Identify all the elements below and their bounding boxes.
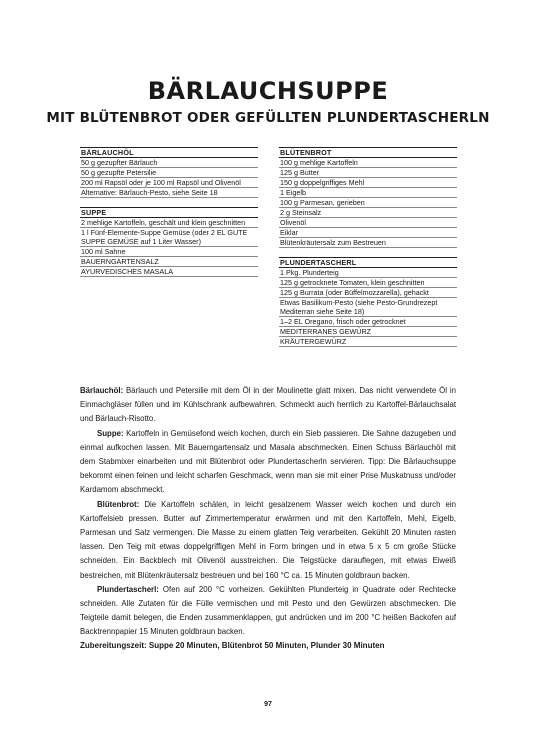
instruction-text: Bärlauch und Petersilie mit dem Öl in der Moulinette glatt mixen. Das nicht verwendete Öl in Einmachgläser füllen und im Kühlschrank aufbewahren. Schmeckt auch herrlich zu Kartoffel-Bärlauchsalat und Bärlauch-Risotto.: [80, 386, 456, 424]
ingredient-group-suppe: [80, 207, 258, 277]
instruction-lead: Bärlauchöl:: [80, 386, 124, 395]
ingredient-item: 1 Pkg. Plunderteig: [279, 268, 457, 278]
ingredient-group-heading: BÄRLAUCHÖL: [80, 147, 258, 158]
ingredient-item: MEDITERRANES GEWÜRZ: [279, 327, 457, 337]
ingredient-group-heading: PLUNDERTASCHERL: [279, 257, 457, 268]
ingredient-group-heading: SUPPE: [80, 207, 258, 218]
instruction-lead: Blütenbrot:: [97, 499, 140, 509]
ingredient-item: 1 Eigelb: [279, 188, 457, 198]
ingredient-item: BAUERNGARTENSALZ: [80, 257, 258, 267]
ingredient-group-baerlauchoel: [80, 147, 258, 198]
ingredient-item: Blütenkräutersalz zum Bestreuen: [279, 238, 457, 248]
ingredient-item: 100 g Parmesan, gerieben: [279, 198, 457, 208]
ingredient-item: Etwas Basilikum-Pesto (siehe Pesto-Grundrezept Mediterran siehe Seite 18): [279, 298, 457, 317]
ingredient-group-bluetenbrot: [279, 147, 457, 248]
ingredient-group-heading: BLÜTENBROT: [279, 147, 457, 158]
instruction-lead: Plundertascherl:: [97, 584, 159, 594]
ingredient-item: 2 mehlige Kartoffeln, geschält und klein geschnitten: [80, 218, 258, 228]
instruction-paragraph-bluetenbrot: [80, 498, 456, 583]
ingredient-item: 100 g mehlige Kartoffeln: [279, 158, 457, 168]
ingredient-item: 1–2 EL Oregano, frisch oder getrocknet: [279, 317, 457, 327]
instruction-paragraph-suppe: [80, 427, 456, 498]
ingredient-item: 2 g Steinsalz: [279, 208, 457, 218]
instruction-lead: Suppe:: [97, 428, 124, 438]
ingredient-group-plundertascherl: [279, 257, 457, 347]
instruction-text: Kartoffeln in Gemüsefond weich kochen, durch ein Sieb passieren. Die Sahne dazugeben und einmal aufkochen lassen. Mit Bauerngartensalz und Masala abschmecken. Einen Schuss Bärlauchöl mit dem Stabmixer einarbeiten und mit Blütenbrot oder Plundertascherln servieren. Tipp: Die Bärlauchsuppe bekommt einen feinen und leicht scharfen Geschmack, wenn man sie mit einer Prise Muskatnuss und/oder Kardamom abschmeckt.: [80, 428, 456, 495]
ingredient-item: AYURVEDISCHES MASALA: [80, 267, 258, 277]
ingredient-item: 125 g Butter: [279, 168, 457, 178]
ingredients-right-column: [279, 147, 457, 356]
ingredients-left-column: [80, 147, 258, 286]
ingredient-item: Olivenöl: [279, 218, 457, 228]
ingredient-item: 125 g Burrata (oder Büffelmozzarella), gehackt: [279, 288, 457, 298]
instruction-text: Ofen auf 200 °C vorheizen. Gekühlten Plunderteig in Quadrate oder Rechtecke schneiden. Alle Zutaten für die Fülle vermischen und mit Pesto und den Gewürzen abschmecken. Die Teigteile damit belegen, die Enden zusammenklappen, gut andrücken und im 200 °C heißen Backofen auf Backtrennpapier 15 Minuten goldbraun backen.: [80, 584, 456, 637]
instructions: [80, 384, 456, 640]
preparation-time: Zubereitungszeit: Suppe 20 Minuten, Blütenbrot 50 Minuten, Plunder 30 Minuten: [80, 641, 385, 650]
instruction-text: Die Kartoffeln schälen, in leicht gesalzenem Wasser weich kochen und durch ein Kartoffelsieb pressen. Butter auf Zimmertemperatur erwärmen und mit den Kartoffeln, Mehl, Eigelb, Parmesan und Salz vermengen. Die Masse zu einem glatten Teig verarbeiten. Gekühlt 20 Minuten rasten lassen. Den Teig mit etwas doppelgriffigen Mehl in Form bringen und in etwa 5 x 5 cm große Stücke schneiden. Ein Backblech mit Olivenöl ausstreichen. Die Teigstücke darauflegen, mit etwas Eiweiß bestreichen, mit Blütenkräutersalz bestreuen und bei 160 °C ca. 15 Minuten goldbraun backen.: [80, 499, 456, 580]
instruction-paragraph-plundertascherl: [80, 583, 456, 640]
ingredient-item: 200 ml Rapsöl oder je 100 ml Rapsöl und Olivenöl: [80, 178, 258, 188]
recipe-subtitle: MIT BLÜTENBROT ODER GEFÜLLTEN PLUNDERTASCHERLN: [46, 110, 490, 126]
instruction-paragraph-baerlauchoel: [80, 384, 456, 427]
ingredient-item: 50 g gezupfter Bärlauch: [80, 158, 258, 168]
ingredient-item: 125 g getrocknete Tomaten, klein geschnitten: [279, 278, 457, 288]
ingredient-item: 150 g doppelgriffiges Mehl: [279, 178, 457, 188]
ingredient-item: Alternative: Bärlauch-Pesto, siehe Seite 18: [80, 188, 258, 198]
recipe-title: BÄRLAUCHSUPPE: [147, 77, 389, 105]
ingredient-item: 1 l Fünf-Elemente-Suppe Gemüse (oder 2 EL GUTE SUPPE GEMÜSE auf 1 Liter Wasser): [80, 228, 258, 247]
ingredient-item: 100 ml Sahne: [80, 247, 258, 257]
ingredient-item: Eiklar: [279, 228, 457, 238]
ingredient-item: 50 g gezupfte Petersilie: [80, 168, 258, 178]
ingredient-item: KRÄUTERGEWÜRZ: [279, 337, 457, 347]
page-number: 97: [264, 701, 272, 708]
